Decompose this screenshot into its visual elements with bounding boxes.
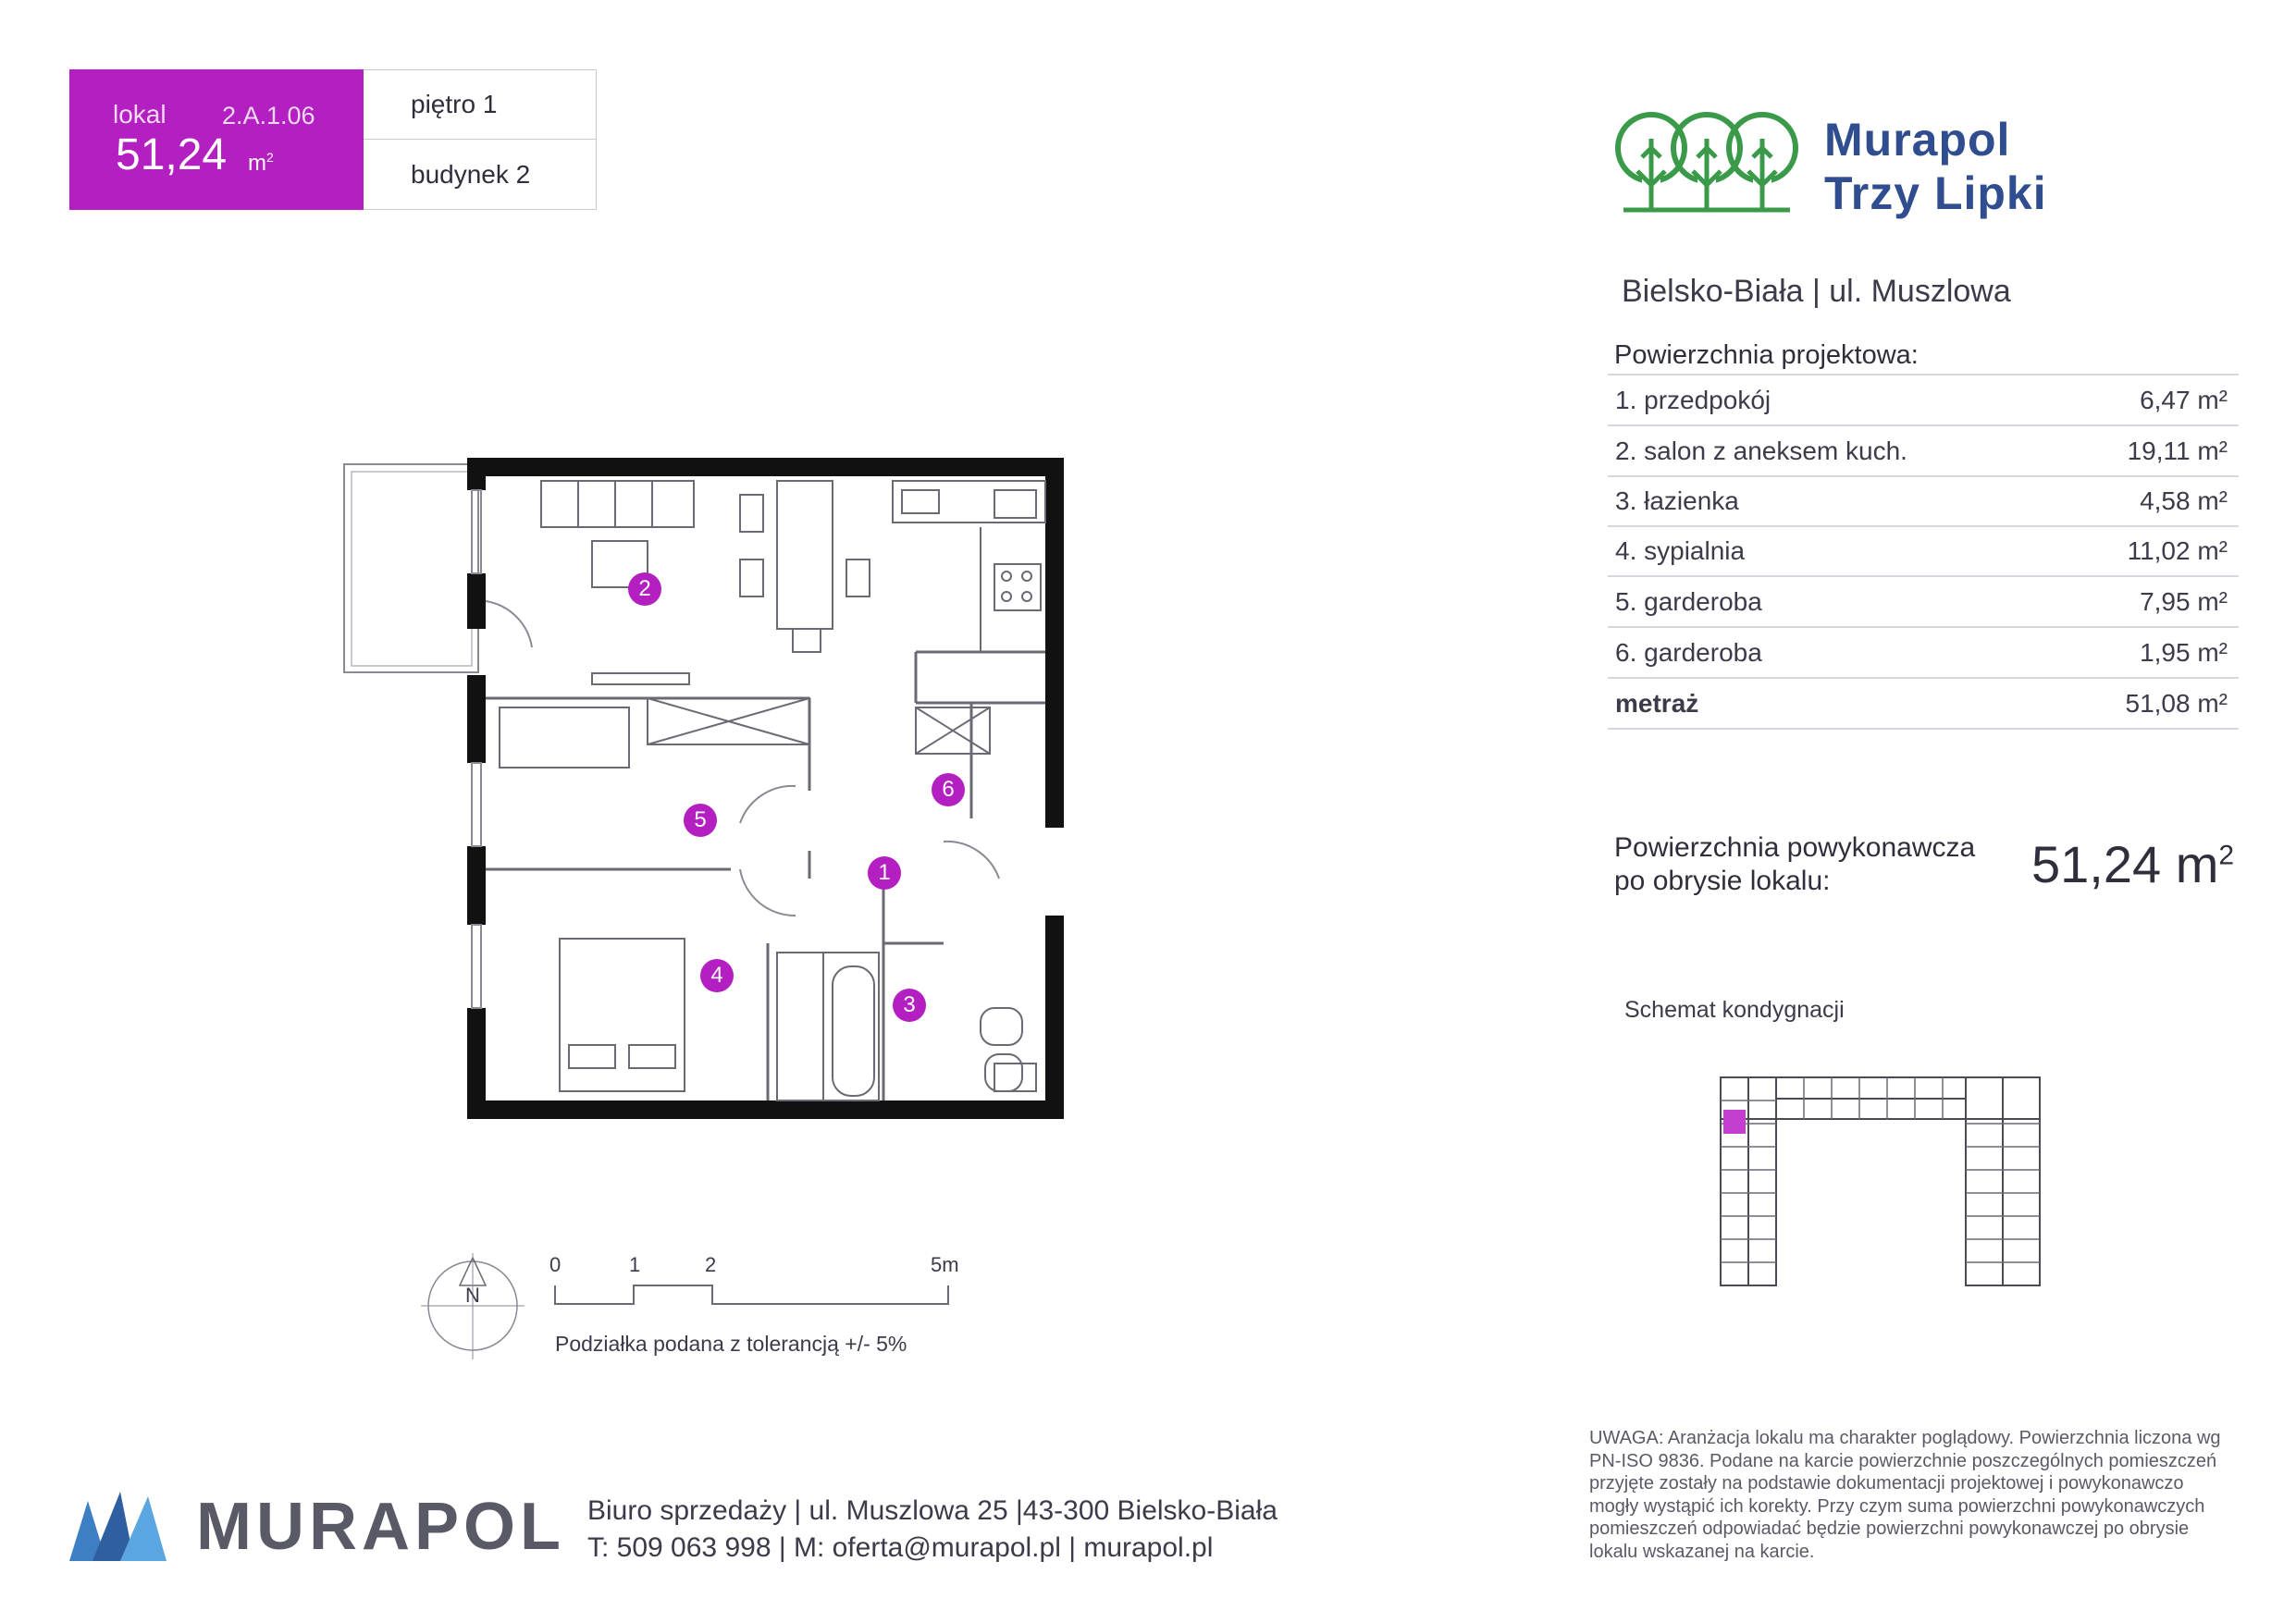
murapol-logo-text: MURAPOL	[196, 1490, 565, 1564]
brand-name: Murapol	[1824, 114, 2011, 166]
murapol-logo-icon	[69, 1492, 167, 1561]
floor-label: piętro 1	[364, 70, 596, 140]
lokal-area-unit: $m^2$	[248, 150, 274, 176]
table-row: 6. garderoba 1,95 m²	[1608, 628, 2239, 679]
project-address: Bielsko-Biała | ul. Muszlowa	[1622, 274, 2011, 309]
lokal-label: lokal	[113, 100, 167, 129]
table-row: 1. przedpokój 6,47 m²	[1608, 374, 2239, 426]
room-badge-5: 5	[684, 804, 717, 837]
scale-tick-0: 0	[549, 1253, 562, 1276]
table-row: 5. garderoba 7,95 m²	[1608, 577, 2239, 628]
sales-office-address: Biuro sprzedaży | ul. Muszlowa 25 |43-300 Bielsko-Biała	[587, 1495, 1278, 1526]
lokal-area: 51,24	[116, 130, 228, 179]
room-badge-1: 1	[868, 856, 901, 890]
brand-subname: Trzy Lipki	[1824, 167, 2047, 219]
as-built-value: 51,24 $m^2$	[2031, 835, 2235, 893]
table-row: 2. salon z aneksem kuch. 19,11 m²	[1608, 426, 2239, 477]
disclaimer-note: UWAGA: Aranżacja lokalu ma charakter poglądowy. Powierzchnia liczona wg PN-ISO 9836. Podane na karcie powierzchnie poszczególnych pomieszczeń przyjęte zostały na podstawie dokumentacji projektowej i powykonawczo mogły wystąpić ich korekty. Przy czym suma powierzchni powykonawczych pomieszczeń odpowiadać będzie powierzchni powykonawczej po obrysie lokalu wskazanej na karcie.	[1589, 1428, 2221, 1562]
table-total-row: metraż 51,08 m²	[1608, 679, 2239, 730]
unit-highlight	[1723, 1110, 1746, 1134]
scale-tick-5: 5m	[931, 1253, 959, 1276]
area-table	[1608, 374, 2239, 730]
table-row: 4. sypialnia 11,02 m²	[1608, 527, 2239, 577]
as-built-label-2: po obrysie lokalu:	[1614, 866, 1831, 896]
compass-icon	[421, 1248, 532, 1369]
room-badge-2: 2	[628, 572, 661, 606]
scale-note: Podziałka podana z tolerancją +/- 5%	[555, 1332, 907, 1356]
scale-tick-1: 1	[629, 1253, 641, 1276]
unit-info-box	[364, 69, 597, 210]
table-row: 3. łazienka 4,58 m²	[1608, 477, 2239, 527]
schematic-label: Schemat kondygnacji	[1624, 997, 1845, 1023]
room-badge-6: 6	[932, 773, 965, 806]
area-table-title: Powierzchnia projektowa:	[1614, 340, 1919, 370]
room-badge-4: 4	[700, 959, 734, 992]
scale-tick-2: 2	[705, 1253, 717, 1276]
floor-schematic	[1716, 1073, 2049, 1290]
lokal-code: 2.A.1.06	[222, 102, 315, 129]
trees-logo-icon	[1614, 97, 1799, 217]
sales-office-contact: T: 509 063 998 | M: oferta@murapol.pl | murapol.pl	[587, 1532, 1214, 1563]
as-built-label: Powierzchnia powykonawcza	[1614, 832, 1976, 863]
scale-bar	[550, 1281, 957, 1309]
room-badge-3: 3	[893, 989, 926, 1022]
compass-north-label: N	[465, 1284, 480, 1307]
building-label: budynek 2	[411, 159, 531, 189]
